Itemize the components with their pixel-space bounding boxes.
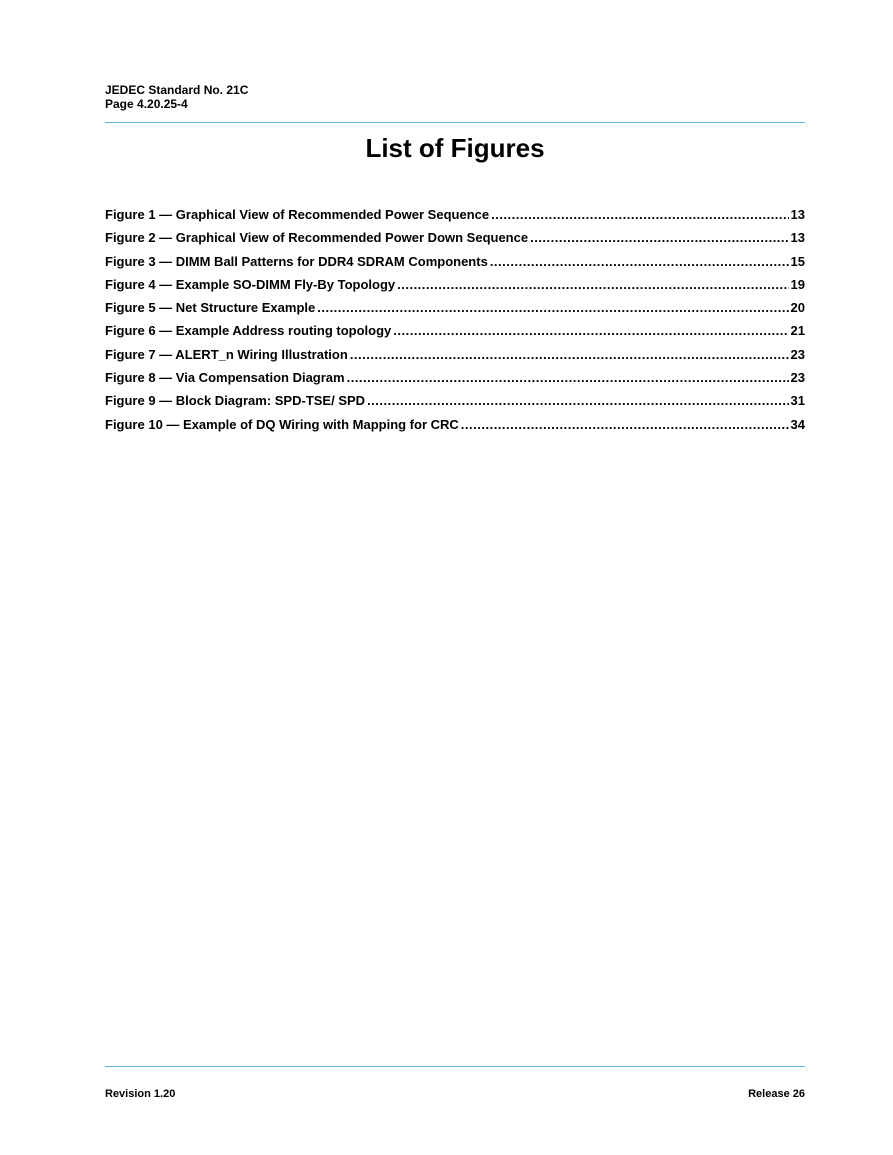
release-label: Release 26 (748, 1088, 805, 1100)
figure-entry[interactable] (105, 277, 805, 300)
figure-entry[interactable] (105, 254, 805, 277)
figure-title: Figure 7 — ALERT_n Wiring Illustration (105, 346, 348, 362)
figure-page-number: 19 (790, 276, 805, 292)
dot-leader (347, 370, 789, 386)
dot-leader (350, 347, 789, 363)
standard-number: JEDEC Standard No. 21C (105, 83, 249, 97)
figure-page-number: 15 (790, 253, 805, 269)
figure-title: Figure 3 — DIMM Ball Patterns for DDR4 SDRAM Components (105, 253, 488, 269)
figure-entry[interactable] (105, 417, 805, 440)
page-number: Page 4.20.25-4 (105, 97, 188, 111)
figure-page-number: 23 (790, 346, 805, 362)
figure-title: Figure 10 — Example of DQ Wiring with Mapping for CRC (105, 416, 459, 432)
figure-page-number: 21 (790, 323, 805, 339)
figure-page-number: 23 (790, 370, 805, 386)
figure-entry[interactable] (105, 323, 805, 346)
figure-title: Figure 2 — Graphical View of Recommended Power Down Sequence (105, 230, 529, 246)
figure-entry[interactable] (105, 370, 805, 393)
figure-title: Figure 6 — Example Address routing topology (105, 323, 392, 339)
figure-title: Figure 8 — Via Compensation Diagram (105, 370, 345, 386)
figure-page-number: 31 (790, 393, 805, 409)
dot-leader (397, 277, 788, 293)
figure-title: Figure 4 — Example SO-DIMM Fly-By Topology (105, 276, 396, 292)
figure-list (105, 207, 805, 440)
figure-page-number: 13 (790, 207, 805, 222)
figure-page-number: 34 (790, 416, 805, 432)
dot-leader (367, 393, 788, 409)
figure-entry[interactable] (105, 393, 805, 416)
figure-page-number: 13 (790, 230, 805, 246)
figure-entry[interactable] (105, 207, 805, 230)
footer-divider (105, 1066, 805, 1067)
dot-leader (491, 207, 788, 223)
header-divider (105, 122, 805, 123)
page-header (105, 83, 248, 111)
page-title: List of Figures (365, 133, 545, 163)
dot-leader (317, 300, 788, 316)
dot-leader (490, 254, 789, 270)
figure-page-number: 20 (790, 300, 805, 316)
revision-label: Revision 1.20 (105, 1088, 176, 1100)
dot-leader (530, 230, 788, 246)
dot-leader (393, 323, 788, 339)
figure-title: Figure 9 — Block Diagram: SPD-TSE/ SPD (105, 393, 366, 409)
figure-title: Figure 5 — Net Structure Example (105, 300, 316, 316)
figure-title: Figure 1 — Graphical View of Recommended Power Sequence (105, 207, 490, 222)
figure-entry[interactable] (105, 230, 805, 253)
dot-leader (461, 417, 789, 433)
figure-entry[interactable] (105, 300, 805, 323)
figure-entry[interactable] (105, 347, 805, 370)
